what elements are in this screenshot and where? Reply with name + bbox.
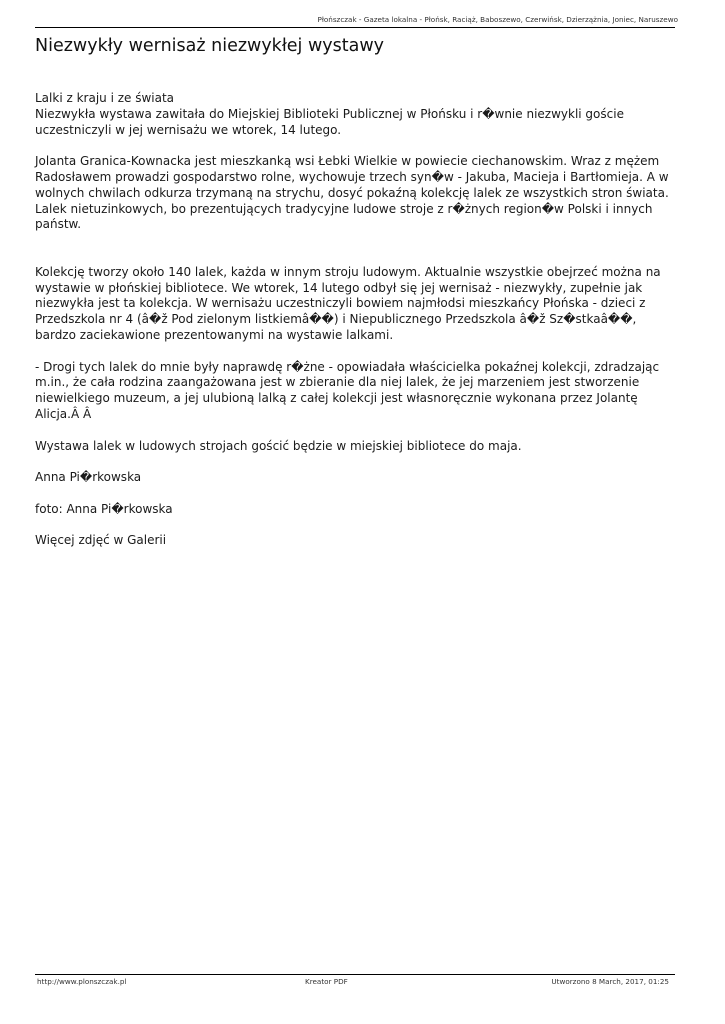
article-paragraph-collector: Jolanta Granica-Kownacka jest mieszkanką wsi Łebki Wielkie w powiecie ciechanowskim. Wraz z mężem Radosławem prowadzi gospodarstwo rolne, wychowuje trzech syn�w - Jakuba, Macieja i Bartłomieja. A w wolnych chwilach odkurza trzymaną na strychu, dosyć pokaźną kolekcję lalek ze wszystkich stron świata. Lalek nietuzinkowych, bo prezentujących tradycyjne ludowe stroje z r�żnych region�w Polski i innych państw.	[35, 154, 669, 232]
article-photo-credit: foto: Anna Pi�rkowska	[35, 501, 173, 516]
footer-site-url: http://www.plonszczak.pl	[37, 977, 127, 986]
paragraph-spacer	[35, 233, 675, 265]
article-body	[35, 91, 675, 549]
article-paragraph-exhibition-dates: Wystawa lalek w ludowych strojach gościć będzie w miejskiej bibliotece do maja.	[35, 438, 522, 453]
article-paragraph-collection: Kolekcję tworzy około 140 lalek, każda w innym stroju ludowym. Aktualnie wszystkie obejrzeć można na wystawie w płońskiej bibliotece. We wtorek, 14 lutego odbył się jej wernisaż - niezwykły, zupełnie jak niezwykła jest ta kolekcja. W wernisażu uczestniczyli bowiem najmłodsi mieszkańcy Płońska - dzieci z Przedszkola nr 4 (â�ž Pod zielonym listkiemâ��) i Niepublicznego Przedszkola â�ž Sz�stkaâ��, bardzo zaciekawione prezentowanymi na wystawie lalkami.	[35, 264, 661, 342]
paragraph-spacer	[35, 486, 675, 502]
paragraph-spacer	[35, 138, 675, 154]
article-author: Anna Pi�rkowska	[35, 470, 142, 485]
paragraph-spacer	[35, 344, 675, 360]
footer-created-date: Utworzono 8 March, 2017, 01:25	[551, 977, 669, 986]
gallery-link-text: Więcej zdjęć w Galerii	[35, 533, 167, 548]
paragraph-spacer	[35, 423, 675, 439]
paragraph-spacer	[35, 518, 675, 534]
header-divider	[35, 27, 675, 28]
paragraph-spacer	[35, 454, 675, 470]
footer-generator: Kreator PDF	[305, 977, 348, 986]
article-title: Niezwykły wernisaż niezwykłej wystawy	[35, 36, 385, 56]
page-header-text: Płońszczak - Gazeta lokalna - Płońsk, Raciąż, Baboszewo, Czerwińsk, Dzierzążnia, Joniec, Naruszewo	[317, 15, 678, 24]
article-paragraph-quote: - Drogi tych lalek do mnie były naprawdę r�żne - opowiadała właścicielka pokaźnej kolekcji, zdradzając m.in., że cała rodzina zaangażowana jest w zbieranie dla niej lalek, że jej marzeniem jest stworzenie niewielkiego muzeum, a jej ulubioną lalką z całej kolekcji jest własnoręcznie wykonana przez Jolantę Alicja.Â Â	[35, 359, 660, 421]
footer-divider	[35, 974, 675, 975]
article-paragraph-intro: Lalki z kraju i ze świata Niezwykła wystawa zawitała do Miejskiej Biblioteki Publicznej w Płońsku i r�wnie niezwykli goście uczestniczyli w jej wernisażu we wtorek, 14 lutego.	[35, 91, 624, 137]
